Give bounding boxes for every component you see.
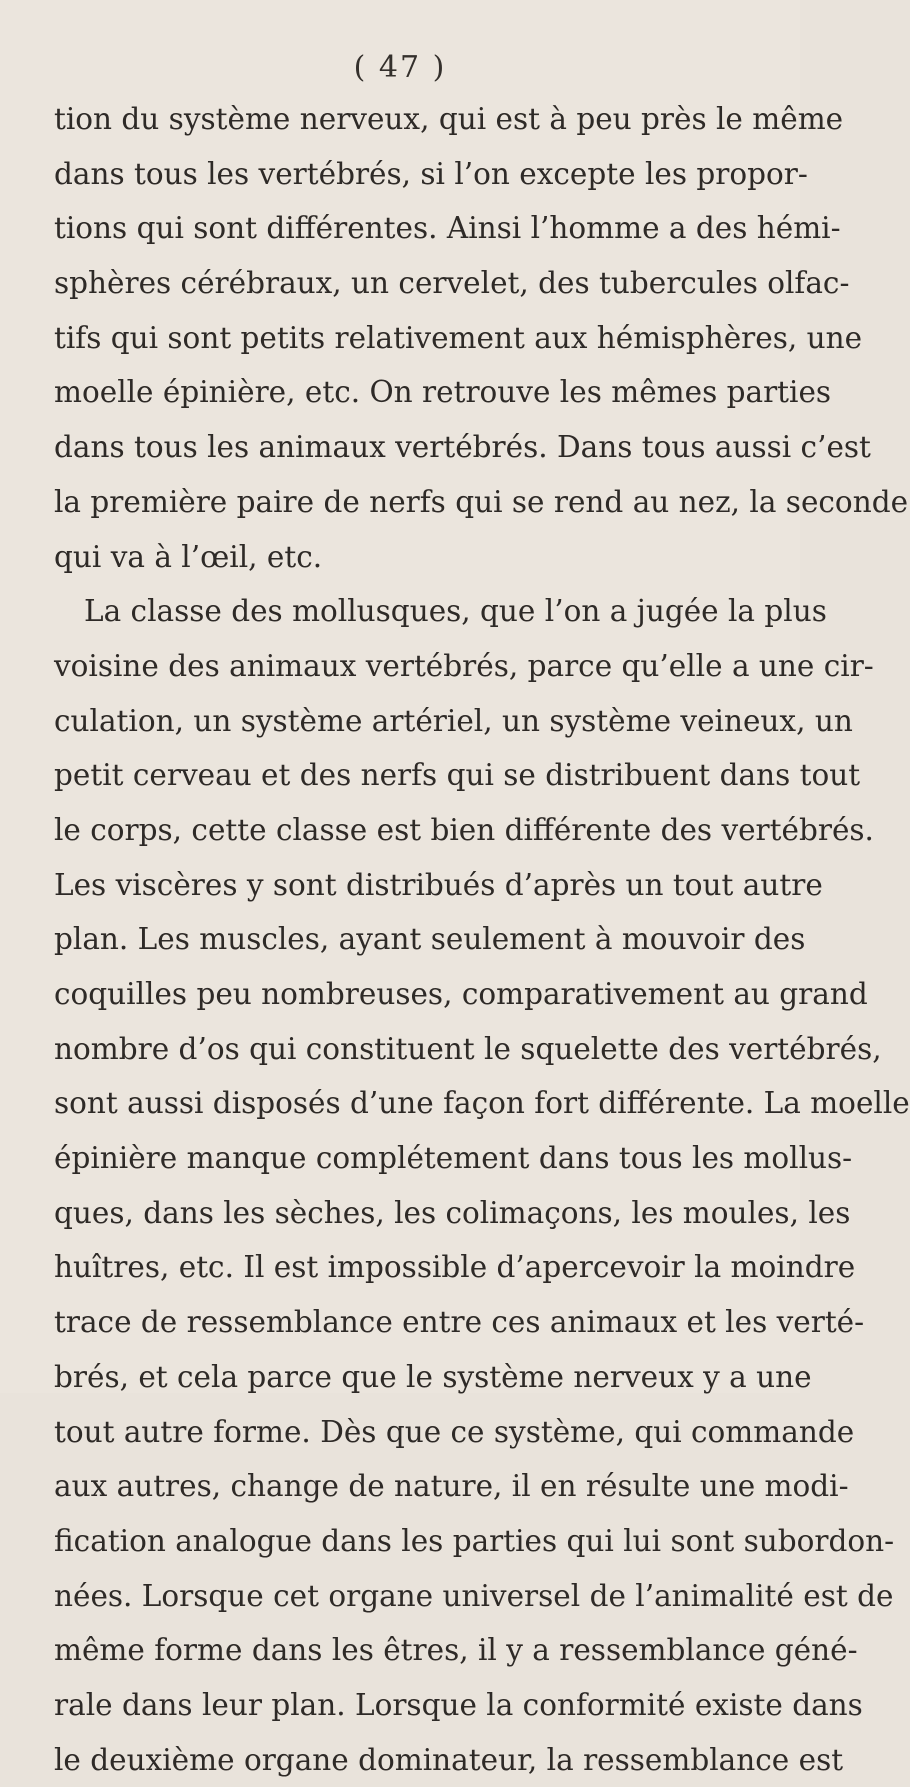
text-line: rale dans leur plan. Lorsque la conformité existe dans xyxy=(54,1687,863,1722)
text-line: le deuxième organe dominateur, la ressemblance est xyxy=(54,1742,844,1777)
text-line: aux autres, change de nature, il en résulte une modi- xyxy=(54,1469,849,1504)
text-line: sont aussi disposés d’une façon fort différente. La moelle xyxy=(54,1086,910,1121)
text-line: nombre d’os qui constituent le squelette des vertébrés, xyxy=(54,1031,882,1066)
text-line: le corps, cette classe est bien différente des vertébrés. xyxy=(54,812,874,847)
text-line: huîtres, etc. Il est impossible d’apercevoir la moindre xyxy=(54,1250,856,1285)
text-line: petit cerveau et des nerfs qui se distribuent dans tout xyxy=(54,758,861,793)
text-line: dans tous les vertébrés, si l’on excepte les propor- xyxy=(54,156,808,191)
text-line: qui va à l’œil, etc. xyxy=(54,539,323,574)
text-line: sphères cérébraux, un cervelet, des tubercules olfac- xyxy=(54,266,850,301)
text-line: épinière manque complétement dans tous les mollus- xyxy=(54,1141,853,1176)
text-line: coquilles peu nombreuses, comparativement au grand xyxy=(54,977,868,1011)
text-line: tions qui sont différentes. Ainsi l’homme a des hémi- xyxy=(54,211,841,246)
text-line: voisine des animaux vertébrés, parce qu’elle a une cir- xyxy=(54,648,874,683)
text-line: plan. Les muscles, ayant seulement à mouvoir des xyxy=(54,922,806,957)
text-line: dans tous les animaux vertébrés. Dans tous aussi c’est xyxy=(54,430,871,465)
text-line: tion du système nerveux, qui est à peu près le même xyxy=(54,102,844,136)
text-line: tifs qui sont petits relativement aux hémisphères, une xyxy=(54,320,863,355)
text-line: ques, dans les sèches, les colimaçons, les moules, les xyxy=(54,1195,851,1230)
text-line: Les viscères y sont distribués d’après un tout autre xyxy=(54,867,823,902)
text-line: trace de ressemblance entre ces animaux et les verté- xyxy=(54,1305,865,1340)
text-line: la première paire de nerfs qui se rend au nez, la seconde xyxy=(54,484,909,519)
text-line: nées. Lorsque cet organe universel de l’animalité est de xyxy=(54,1578,894,1613)
text-line: même forme dans les êtres, il y a ressemblance géné- xyxy=(54,1633,858,1668)
text-line: brés, et cela parce que le système nerveux y a une xyxy=(54,1359,812,1394)
text-line: moelle épinière, etc. On retrouve les mêmes parties xyxy=(54,375,832,410)
page-number: ( 47 ) xyxy=(353,50,447,85)
text-line: culation, un système artériel, un système veineux, un xyxy=(54,703,853,738)
body-text xyxy=(54,92,910,1787)
text-line: La classe des mollusques, que l’on a jugée la plus xyxy=(84,594,827,629)
text-line: tout autre forme. Dès que ce système, qui commande xyxy=(54,1414,855,1449)
text-line: fication analogue dans les parties qui lui sont subordon- xyxy=(54,1523,895,1558)
